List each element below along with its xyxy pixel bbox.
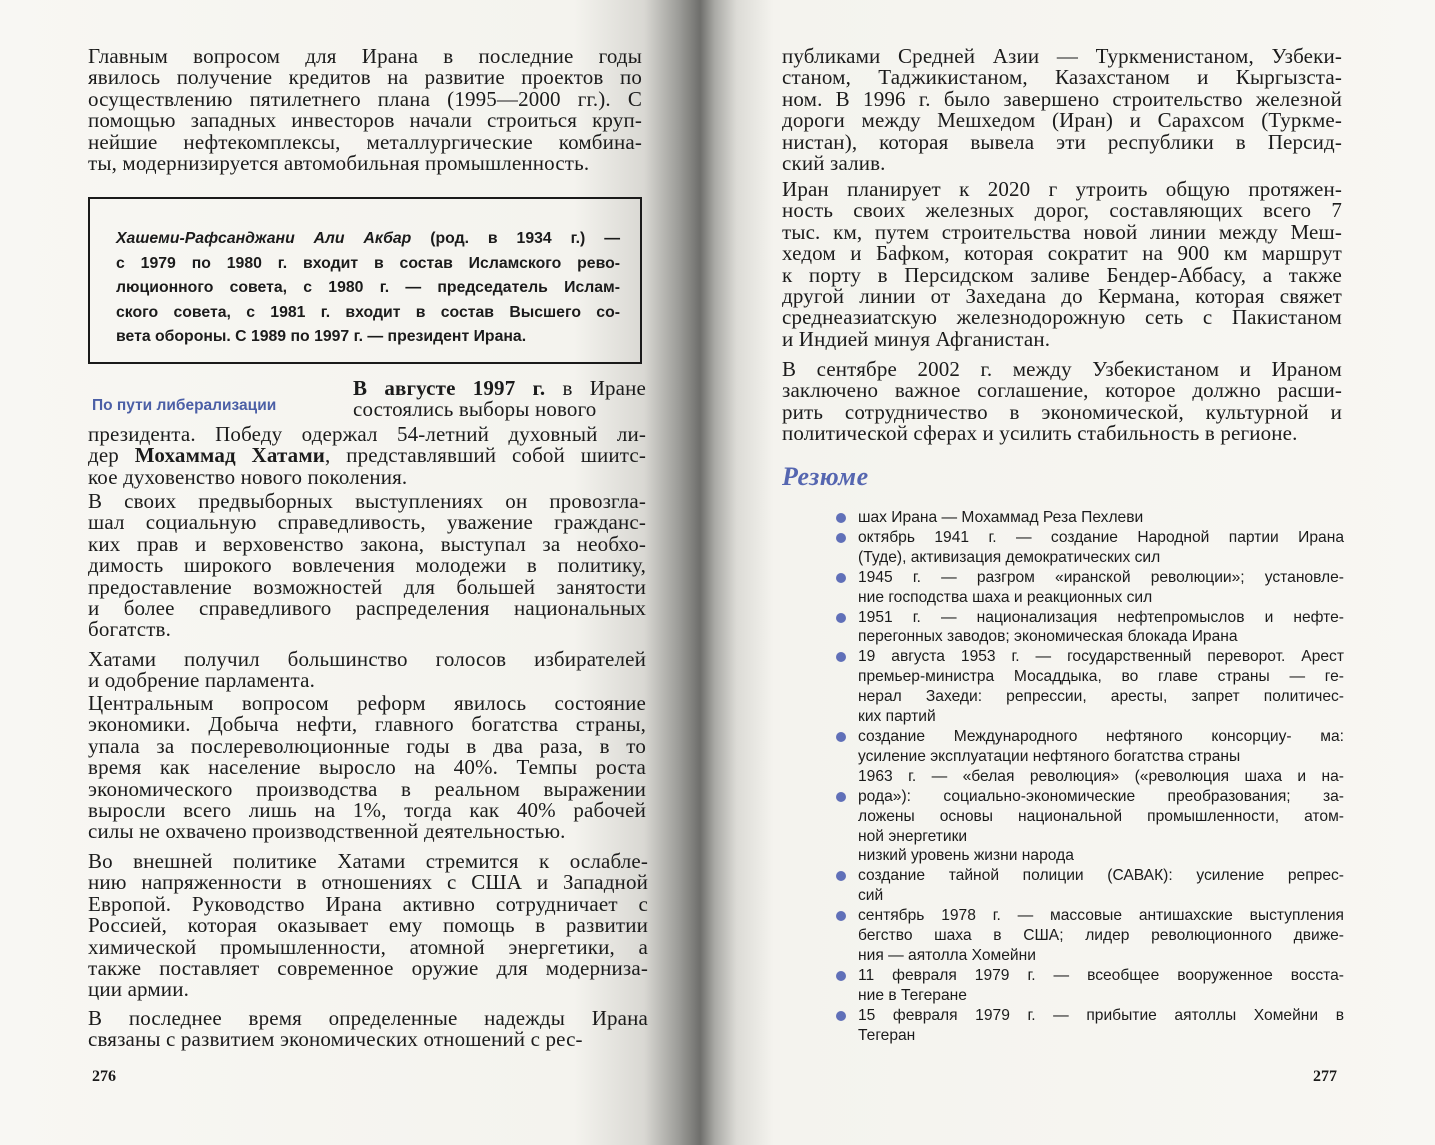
text-line: упала за послереволюционные годы в два раза, в то — [88, 733, 646, 758]
resume-item — [832, 508, 1344, 528]
resume-item — [832, 966, 1344, 1006]
text-line: дер Мохаммад Хатами, представлявший собой шиитс- — [88, 443, 646, 468]
paragraph-railway — [782, 46, 1342, 174]
text-line: Хашеми-Рафсанджани Али Акбар (род. в 1934 г.) — — [116, 230, 620, 247]
text-line: к порту в Персидском заливе Бендер-Аббасу, а также — [782, 262, 1342, 287]
bullet-icon — [836, 1011, 846, 1021]
text-line: В августе 1997 г. в Иране — [353, 376, 646, 400]
text-line: и более справедливого распределения национальных — [88, 595, 646, 620]
resume-item-line: создание Международного нефтяного консорциу- ма: — [858, 727, 1344, 745]
paragraph-agreement — [782, 359, 1342, 445]
resume-item — [832, 647, 1344, 727]
bullet-icon — [836, 911, 846, 921]
resume-item-line: бегство шаха в США; лидер революционного движе- — [858, 927, 1344, 945]
text-line: ции армии. — [88, 977, 189, 1002]
paragraph-investments — [88, 46, 642, 174]
resume-item-line: усиление эксплуатации нефтяного богатства страны — [858, 747, 1241, 765]
paragraph-parliament — [88, 649, 646, 692]
side-heading: По пути либерализации — [92, 397, 277, 414]
text-line: ность своих железных дорог, составляющих всего 7 — [782, 198, 1342, 223]
resume-item — [832, 1006, 1344, 1046]
text-line: Россией, которая оказывает ему помощь в развитии — [88, 913, 648, 938]
text-line: химической промышленности, атомной энергетики, а — [88, 934, 648, 959]
text-line: состоялись выборы нового — [353, 397, 597, 422]
paragraph-economy — [88, 693, 646, 843]
paragraph-railway-plan — [782, 179, 1342, 350]
text-line: помощью западных инвесторов начали строиться круп- — [88, 108, 642, 133]
text-line: связаны с развитием экономических отношений с рес- — [88, 1027, 583, 1052]
text-line: ского совета, с 1981 г. входит в состав Высшего со- — [116, 303, 620, 321]
text-line: В последнее время определенные надежды Ирана — [88, 1006, 648, 1030]
bullet-icon — [836, 513, 846, 523]
text-line: Центральным вопросом реформ явилось состояние — [88, 691, 646, 715]
page-number-right: 277 — [1313, 1068, 1337, 1085]
paragraph-campaign — [88, 491, 646, 641]
biography-box — [88, 197, 642, 364]
left-page — [0, 0, 700, 1145]
text-line: осуществлению пятилетнего плана (1995—2000 гг.). С — [88, 86, 642, 111]
paragraph-central-asia — [88, 1008, 648, 1051]
resume-item-line: 1951 г. — национализация нефтепромыслов и нефте- — [858, 608, 1344, 626]
text-line: Хатами получил большинство голосов избирателей — [88, 647, 646, 671]
resume-item — [832, 906, 1344, 966]
text-line: нейшие нефтекомплексы, металлургические комбина- — [88, 129, 642, 154]
resume-item-line: премьер-министра Мосаддыка, во главе страны — ге- — [858, 668, 1344, 686]
text-line: ский залив. — [782, 150, 886, 175]
biography-text — [116, 227, 620, 350]
resume-list — [832, 508, 1344, 1045]
resume-item-line: ложены основы национальной промышленности, атом- — [858, 807, 1344, 825]
text-line: нистан), которая вывела эти республики в Персид- — [782, 129, 1342, 154]
text-line: явилось получение кредитов на развитие проектов по — [88, 65, 642, 90]
page-number-left: 276 — [92, 1068, 116, 1085]
bullet-icon — [836, 573, 846, 583]
text-line: также поставляет современное оружие для модерниза- — [88, 955, 648, 980]
text-line: богатств. — [88, 617, 172, 642]
resume-item — [832, 866, 1344, 906]
resume-item-line: рода»): социально-экономические преобразования; за- — [858, 787, 1344, 805]
text-line: время как население выросло на 40%. Темпы роста — [88, 755, 646, 780]
text-line: президента. Победу одержал 54-летний духовный ли- — [88, 422, 646, 446]
resume-item-line: ной энергетики — [858, 827, 968, 845]
resume-item-line: перегонных заводов; экономическая блокада Ирана — [858, 628, 1238, 646]
resume-item-line: шах Ирана — Мохаммад Реза Пехлеви — [858, 509, 1144, 526]
resume-item-line: ние в Тегеране — [858, 986, 967, 1004]
resume-item-line: ния — аятолла Хомейни — [858, 946, 1036, 964]
resume-heading: Резюме — [782, 462, 869, 491]
resume-item-line: Тегеран — [858, 1026, 916, 1044]
bullet-icon — [836, 533, 846, 543]
resume-item — [832, 608, 1344, 648]
text-line: станом, Таджикистаном, Казахстаном и Кыргызста- — [782, 65, 1342, 90]
text-line: ты, модернизируется автомобильная промышленность. — [88, 150, 590, 175]
bullet-icon — [836, 971, 846, 981]
resume-item-1963 — [832, 787, 1344, 847]
text-line: экономического производства в реальном выражении — [88, 776, 646, 801]
text-line: вета обороны. С 1989 по 1997 г. — президент Ирана. — [116, 328, 527, 346]
text-line: другой линии от Захедана до Кермана, которая свяжет — [782, 283, 1342, 308]
text-line: среднеазиатскую железнодорожную сеть с Пакистаном — [782, 305, 1342, 330]
text-line: рить сотрудничество в экономической, культурной и — [782, 399, 1342, 424]
text-line: хедом и Бафком, которая сократит на 900 км маршрут — [782, 241, 1342, 266]
text-line: Иран планирует к 2020 г утроить общую протяжен- — [782, 177, 1342, 201]
text-line: выросли всего лишь на 1%, тогда как 40% рабочей — [88, 797, 646, 822]
resume-line-1963: 1963 г. — «белая революция» («революция шаха и на- — [858, 767, 1344, 785]
resume-item-line: (Туде), активизация демократических сил — [858, 548, 1161, 566]
resume-item-line: ких партий — [858, 708, 936, 726]
resume-item-line: 15 февраля 1979 г. — прибытие аятоллы Хомейни в — [858, 1006, 1344, 1024]
resume-item-line: сентябрь 1978 г. — массовые антишахские выступления — [858, 907, 1344, 925]
text-line: нию напряженности в отношениях с США и Западной — [88, 870, 648, 895]
bullet-icon — [836, 613, 846, 623]
text-line: политической сферах и усилить стабильность в регионе. — [782, 421, 1298, 446]
bullet-icon — [836, 652, 846, 662]
text-line: шал социальную справедливость, уважение гражданс- — [88, 510, 646, 535]
bullet-icon — [836, 732, 846, 742]
resume-item — [832, 528, 1344, 568]
text-line: и Индией минуя Афганистан. — [782, 326, 1051, 351]
text-line: экономики. Добыча нефти, главного богатства страны, — [88, 712, 646, 737]
resume-item-line: 11 февраля 1979 г. — всеобщее вооруженное восста- — [858, 966, 1344, 984]
resume-item — [832, 568, 1344, 608]
text-line: с 1979 по 1980 г. входит в состав Исламского рево- — [116, 254, 620, 272]
resume-item-line: ние господства шаха и реакционных сил — [858, 588, 1153, 606]
text-line: ких прав и верховенство закона, выступал за необхо- — [88, 531, 646, 556]
text-line: кое духовенство нового поколения. — [88, 464, 408, 489]
text-line: Европой. Руководство Ирана активно сотрудничает с — [88, 891, 648, 916]
text-line: Главным вопросом для Ирана в последние годы — [88, 44, 642, 68]
paragraph-elections-rest — [88, 424, 646, 488]
resume-item-line: создание тайной полиции (САВАК): усиление репрес- — [858, 867, 1344, 885]
text-line: предоставление возможностей для большей занятости — [88, 574, 646, 599]
text-line: Во внешней политике Хатами стремится к ослабле- — [88, 849, 648, 873]
text-line: люционного совета, с 1980 г. — председатель Ислам- — [116, 279, 620, 297]
resume-item-line: октябрь 1941 г. — создание Народной партии Ирана — [858, 528, 1344, 546]
resume-item-line: нерал Захеди: репрессии, аресты, запрет политичес- — [858, 688, 1344, 706]
text-line: В сентябре 2002 г. между Узбекистаном и Ираном — [782, 357, 1342, 381]
text-line: публиками Средней Азии — Туркменистаном, Узбеки- — [782, 44, 1342, 68]
text-line: и одобрение парламента. — [88, 668, 316, 693]
bullet-icon — [836, 792, 846, 802]
text-line: димость широкого вовлечения молодежи в политику, — [88, 553, 646, 578]
text-line: заключено важное соглашение, которое должно расши- — [782, 378, 1342, 403]
text-line: дороги между Мешхедом (Иран) и Сарахсом (Туркме- — [782, 108, 1342, 133]
resume-item-line: 19 августа 1953 г. — государственный переворот. Арест — [858, 648, 1344, 666]
resume-item — [832, 727, 1344, 767]
bullet-icon — [836, 871, 846, 881]
resume-item-line: 1945 г. — разгром «иранской революции»; установле- — [858, 568, 1344, 586]
resume-item-line: сий — [858, 887, 884, 905]
text-line: силы не охвачено производственной деятельностью. — [88, 819, 566, 844]
text-line: ном. В 1996 г. было завершено строительство железной — [782, 86, 1342, 111]
resume-line-living: низкий уровень жизни народа — [858, 847, 1074, 865]
text-line: тыс. км, путем строительства новой линии между Меш- — [782, 219, 1342, 244]
text-line: В своих предвыборных выступлениях он провозгла- — [88, 489, 646, 513]
paragraph-elections-start — [353, 378, 646, 421]
paragraph-foreign-policy — [88, 851, 648, 1001]
